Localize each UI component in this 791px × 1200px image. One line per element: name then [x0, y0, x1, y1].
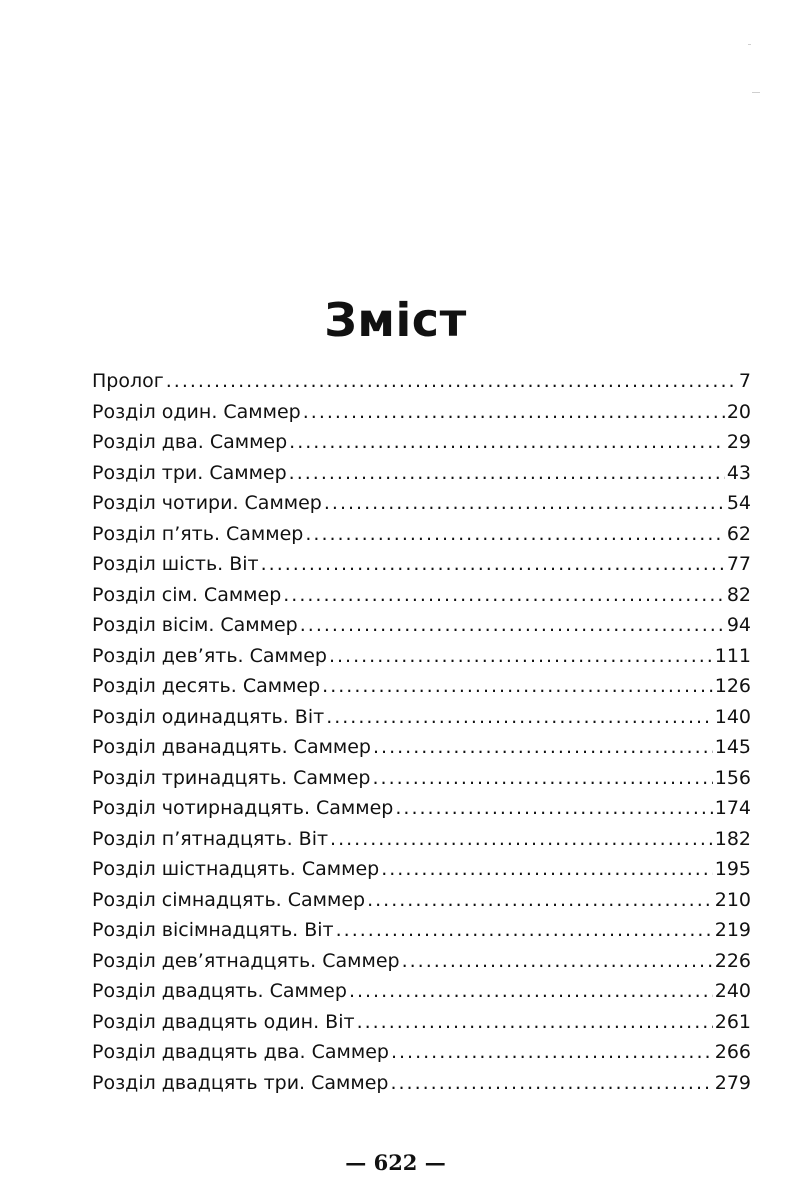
dot-leader — [329, 645, 713, 667]
toc-entry — [92, 706, 751, 737]
toc-entry — [92, 401, 751, 432]
dot-leader — [330, 828, 713, 850]
toc-entry — [92, 1072, 751, 1103]
dot-leader — [289, 431, 725, 453]
toc-entry-page: 174 — [714, 797, 751, 819]
dot-leader — [381, 858, 713, 880]
toc-entry-page: 226 — [714, 949, 751, 972]
toc-entry-page: 82 — [726, 583, 751, 606]
toc-entry — [92, 980, 751, 1011]
toc-entry-title: Розділ чотирнадцять. Саммер — [92, 797, 394, 819]
toc-entry — [92, 858, 751, 889]
toc-entry — [92, 431, 751, 462]
dot-leader — [324, 492, 725, 514]
toc-entry-page: 210 — [714, 888, 751, 911]
toc-entry-page: 156 — [714, 766, 751, 789]
toc-entry-title: Розділ дев’ятнадцять. Саммер — [92, 949, 400, 972]
toc-entry-page: 140 — [714, 705, 751, 728]
toc-entry — [92, 1041, 751, 1072]
toc-entry — [92, 645, 751, 676]
toc-entry — [92, 462, 751, 493]
toc-entry-title: Розділ десять. Саммер — [92, 675, 321, 697]
dot-leader — [395, 797, 712, 819]
toc-entry-title: Розділ п’ять. Саммер — [92, 522, 304, 545]
toc-entry-title: Розділ двадцять три. Саммер — [92, 1071, 389, 1094]
dot-leader — [303, 401, 725, 423]
toc-entry-title: Розділ п’ятнадцять. Віт — [92, 827, 329, 850]
toc-entry-page: 94 — [726, 614, 751, 636]
toc-entry-page: 54 — [726, 492, 751, 514]
toc-entry — [92, 1011, 751, 1042]
toc-entry-page: 43 — [726, 461, 751, 484]
toc-entry — [92, 797, 751, 828]
toc-entry — [92, 767, 751, 798]
dot-leader — [326, 706, 713, 728]
dot-leader — [402, 950, 713, 972]
dot-leader — [261, 553, 725, 575]
dot-leader — [349, 980, 713, 1002]
toc-entry-title: Розділ двадцять два. Саммер — [92, 1041, 389, 1063]
table-of-contents — [92, 370, 751, 1102]
toc-entry-title: Розділ сімнадцять. Саммер — [92, 888, 366, 911]
toc-entry — [92, 614, 751, 645]
dot-leader — [373, 736, 713, 758]
toc-entry-title: Розділ одинадцять. Віт — [92, 705, 325, 728]
toc-entry-title: Розділ два. Саммер — [92, 431, 288, 453]
toc-entry-page: 29 — [726, 431, 751, 453]
toc-entry-page: 219 — [714, 919, 751, 941]
toc-entry-title: Розділ чотири. Саммер — [92, 492, 322, 514]
dot-leader — [322, 675, 713, 697]
toc-entry-page: 195 — [714, 858, 751, 880]
toc-entry-page: 77 — [726, 553, 751, 575]
toc-entry — [92, 523, 751, 554]
dot-leader — [391, 1041, 713, 1063]
toc-entry-page: 182 — [714, 827, 751, 850]
toc-entry — [92, 675, 751, 706]
dot-leader — [305, 523, 724, 545]
toc-entry — [92, 492, 751, 523]
toc-entry-title: Розділ сім. Саммер — [92, 583, 282, 606]
toc-entry-title: Розділ тринадцять. Саммер — [92, 766, 371, 789]
toc-entry-title: Розділ дванадцять. Саммер — [92, 736, 371, 758]
dot-leader — [390, 1072, 712, 1094]
page-title: Зміст — [324, 292, 467, 347]
dot-leader — [300, 614, 725, 636]
toc-entry-title: Розділ шістнадцять. Саммер — [92, 858, 380, 880]
toc-entry-page: 261 — [714, 1010, 751, 1033]
toc-entry — [92, 828, 751, 859]
toc-entry-title: Розділ двадцять один. Віт — [92, 1010, 355, 1033]
dot-leader — [166, 370, 737, 392]
toc-entry-page: 145 — [714, 736, 751, 758]
toc-entry-title: Розділ шість. Віт — [92, 553, 259, 575]
dot-leader — [373, 767, 713, 789]
dot-leader — [357, 1011, 713, 1033]
toc-entry-title: Розділ дев’ять. Саммер — [92, 644, 327, 667]
toc-entry-page: 279 — [714, 1071, 751, 1094]
toc-entry-title: Розділ три. Саммер — [92, 461, 287, 484]
toc-entry-title: Розділ двадцять. Саммер — [92, 980, 347, 1002]
toc-entry — [92, 553, 751, 584]
toc-entry — [92, 370, 751, 401]
toc-entry-page: 126 — [714, 675, 751, 697]
toc-entry-page: 7 — [738, 370, 751, 392]
toc-entry — [92, 950, 751, 981]
page-number: — 622 — — [345, 1150, 446, 1175]
dot-leader — [336, 919, 713, 941]
dot-leader — [289, 462, 725, 484]
toc-entry-page: 266 — [714, 1041, 751, 1063]
toc-entry-title: Розділ вісім. Саммер — [92, 614, 298, 636]
toc-entry — [92, 736, 751, 767]
toc-entry-page: 62 — [726, 522, 751, 545]
toc-entry-title: Пролог — [92, 370, 164, 392]
dot-leader — [283, 584, 725, 606]
scan-speck — [752, 92, 760, 93]
toc-entry — [92, 889, 751, 920]
toc-entry-page: 240 — [714, 980, 751, 1002]
toc-entry — [92, 919, 751, 950]
toc-entry — [92, 584, 751, 615]
toc-entry-page: 111 — [714, 644, 751, 667]
toc-entry-title: Розділ один. Саммер — [92, 400, 301, 423]
toc-entry-page: 20 — [726, 400, 751, 423]
toc-entry-title: Розділ вісімнадцять. Віт — [92, 919, 334, 941]
dot-leader — [367, 889, 713, 911]
scan-speck — [748, 44, 751, 45]
